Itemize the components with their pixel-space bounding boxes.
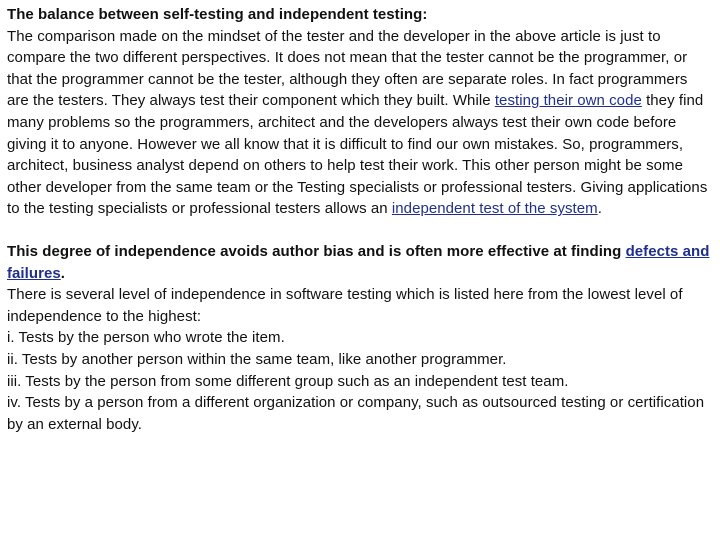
section-independence (7, 241, 713, 435)
paragraph-gap (7, 220, 713, 241)
levels-intro: There is several level of independence in software testing which is listed here from the lowest level of independence to the highest: (7, 286, 683, 325)
link-defects-failures[interactable]: defects and failures (7, 242, 710, 282)
section-heading: The balance between self-testing and independent testing: (7, 6, 428, 23)
article-body (7, 4, 713, 435)
paragraph-text-part2: they find many problems so the programmers, architect and the developers always test their own code before giving it to anyone. However we all know that it is difficult to find our own mistakes. So, programmers, architect, business analyst depend on others to help test their work. This other person might be some other developer from the same team or the Testing specialists or professional testers. Giving applications to the testing specialists or professional testers allows an (7, 92, 708, 218)
bold-lead-end: . (60, 264, 65, 282)
bold-lead-text: This degree of independence avoids author bias and is often more effective at finding (7, 242, 626, 260)
section-balance (7, 4, 713, 220)
level-item: i. Tests by the person who wrote the item. (7, 329, 285, 347)
paragraph-end: . (597, 200, 602, 218)
level-item: ii. Tests by another person within the same team, like another programmer. (7, 350, 507, 368)
link-independent-test[interactable]: independent test of the system (391, 200, 598, 218)
paragraph-text-part1: The comparison made on the mindset of the tester and the developer in the above article is just to compare the two different perspectives. It does not mean that the tester cannot be the programmer, or that the programmer cannot be the tester, although they often are separate roles. In fact programmers are the testers. They always test their component which they built. While (7, 27, 688, 110)
link-testing-own-code[interactable]: testing their own code (494, 92, 642, 110)
level-item: iv. Tests by a person from a different organization or company, such as outsourced testing or certification by an external body. (7, 394, 705, 433)
level-item: iii. Tests by the person from some different group such as an independent test team. (7, 372, 569, 390)
